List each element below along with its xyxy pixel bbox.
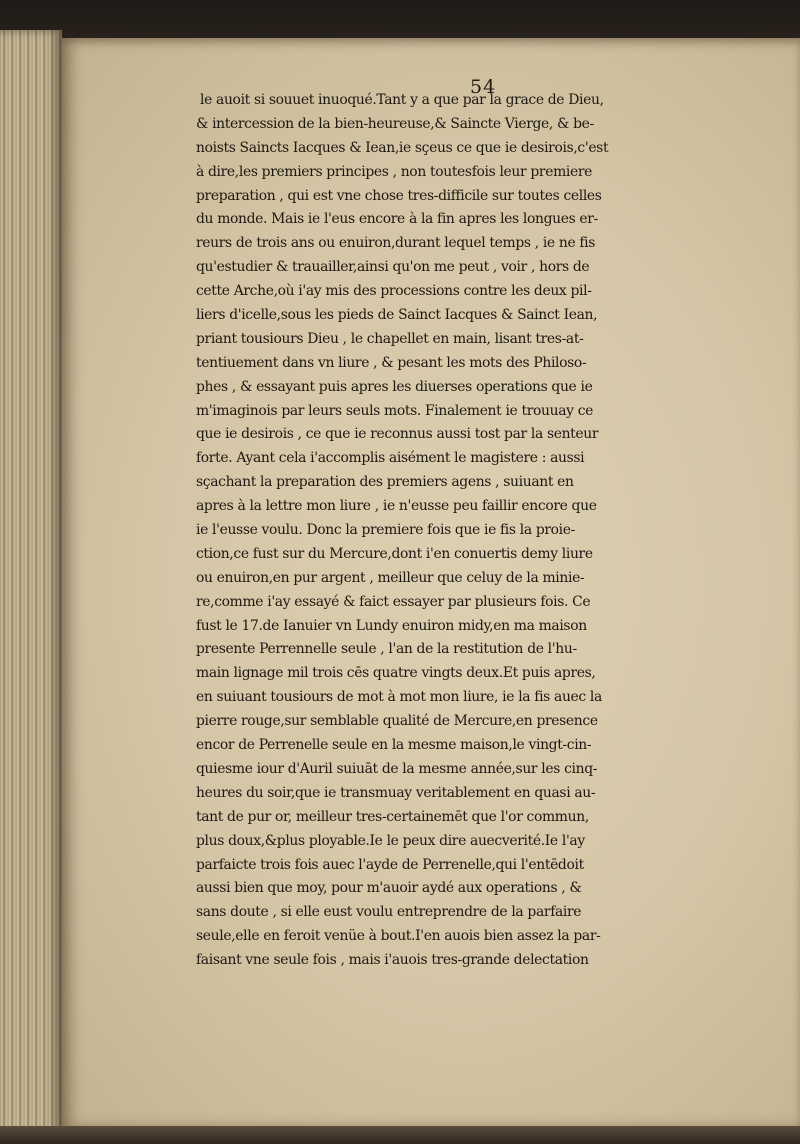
text-line: quiesme iour d'Auril suiuāt de la mesme année,sur les cinq- — [196, 760, 598, 777]
text-line: cette Arche,où i'ay mis des processions contre les deux pil- — [196, 283, 592, 300]
text-line: presente Perrennelle seule , l'an de la restitution de l'hu- — [196, 641, 577, 658]
text-line: pierre rouge,sur semblable qualité de Mercure,en presence — [196, 713, 598, 730]
text-line: aussi bien que moy, pour m'auoir aydé aux operations , & — [196, 880, 582, 897]
text-line: ou enuiron,en pur argent , meilleur que celuy de la minie- — [196, 569, 585, 586]
text-line: en suiuant tousiours de mot à mot mon liure, ie la fis auec la — [196, 689, 602, 706]
text-line: reurs de trois ans ou enuiron,durant lequel temps , ie ne fis — [196, 235, 596, 252]
text-line: ction,ce fust sur du Mercure,dont i'en conuertis demy liure — [196, 545, 593, 562]
text-line: m'imaginois par leurs seuls mots. Finalement ie trouuay ce — [196, 402, 594, 419]
text-line: heures du soir,que ie transmuay veritablement en quasi au- — [196, 784, 596, 801]
text-line: fust le 17.de Ianuier vn Lundy enuiron midy,en ma maison — [196, 617, 587, 634]
page-number: 54 — [470, 76, 497, 98]
text-line: parfaicte trois fois auec l'ayde de Perrenelle,qui l'entēdoit — [196, 856, 584, 873]
text-line: noists Saincts Iacques & Iean,ie sçeus ce que ie desirois,c'est — [196, 139, 609, 156]
text-line: forte. Ayant cela i'accomplis aisément le magistere : aussi — [196, 450, 585, 467]
text-line: que ie desirois , ce que ie reconnus aussi tost par la senteur — [196, 426, 599, 443]
text-line: tant de pur or, meilleur tres-certainemēt que l'or commun, — [196, 808, 589, 825]
text-line: priant tousiours Dieu , le chapellet en main, lisant tres-at- — [196, 330, 584, 347]
text-line: sans doute , si elle eust voulu entreprendre de la parfaire — [196, 904, 582, 921]
text-line: ie l'eusse voulu. Donc la premiere fois que ie fis la proie- — [196, 522, 575, 539]
text-line: le auoit si souuet inuoqué.Tant y a que par la grace de Dieu, — [200, 92, 604, 108]
text-line: preparation , qui est vne chose tres-difficile sur toutes celles — [196, 187, 602, 204]
text-line: tentiuement dans vn liure , & pesant les mots des Philoso- — [196, 354, 587, 371]
text-line: main lignage mil trois cēs quatre vingts deux.Et puis apres, — [196, 665, 596, 682]
text-line: seule,elle en feroit venüe à bout.I'en auois bien assez la par- — [196, 928, 601, 945]
text-line: plus doux,&plus ployable.Ie le peux dire auecverité.Ie l'ay — [196, 832, 585, 849]
text-line: qu'estudier & trauailler,ainsi qu'on me peut , voir , hors de — [196, 259, 590, 276]
text-line: liers d'icelle,sous les pieds de Sainct Iacques & Sainct Iean, — [196, 307, 598, 324]
text-line: re,comme i'ay essayé & faict essayer par plusieurs fois. Ce — [196, 593, 591, 610]
text-line: encor de Perrenelle seule en la mesme maison,le vingt-cin- — [196, 737, 592, 754]
text-line: sçachant la preparation des premiers agens , suiuant en — [196, 474, 574, 491]
text-line: & intercession de la bien-heureuse,& Saincte Vierge, & be- — [196, 115, 594, 132]
text-line: faisant vne seule fois , mais i'auois tres-grande delectation — [196, 952, 589, 969]
text-line: apres à la lettre mon liure , ie n'eusse peu faillir encore que — [196, 498, 597, 515]
book-gutter — [0, 30, 62, 1144]
text-line: du monde. Mais ie l'eus encore à la fin apres les longues er- — [196, 211, 598, 228]
text-line: phes , & essayant puis apres les diuerses operations que ie — [196, 378, 593, 395]
text-line: à dire,les premiers principes , non toutesfois leur premiere — [196, 163, 593, 180]
scan-background-bottom — [0, 1126, 800, 1144]
body-text — [196, 89, 796, 973]
